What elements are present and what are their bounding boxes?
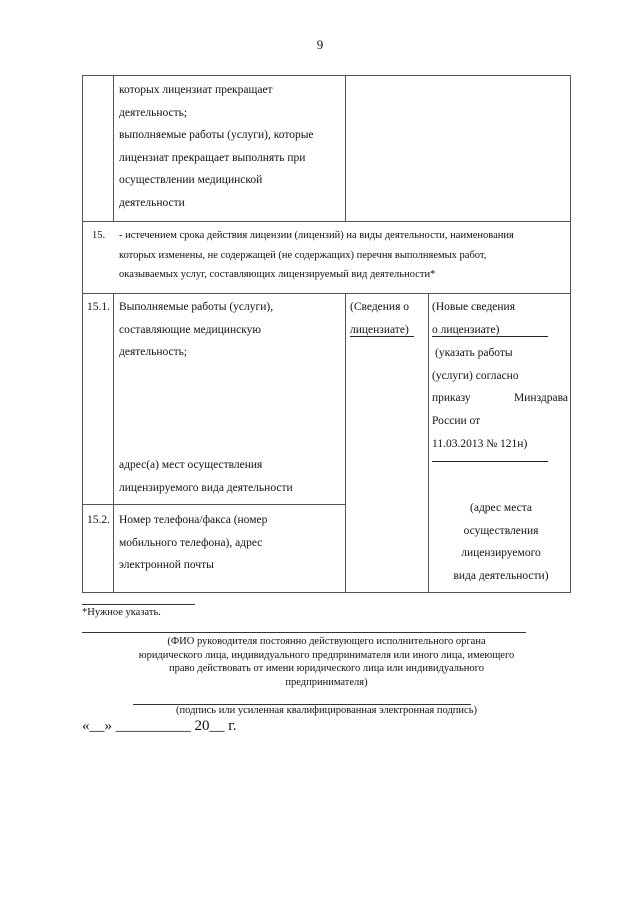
col-divider — [113, 76, 114, 221]
row-15-text — [119, 226, 514, 285]
top-row-content — [119, 79, 314, 215]
fio-signature-line — [82, 632, 526, 633]
text-line: составляющие медицинскую — [119, 323, 261, 336]
text-line: предпринимателя) — [285, 676, 368, 688]
text-line: лицензируемого вида деятельности — [119, 481, 293, 494]
col-divider — [345, 76, 346, 221]
page-number: 9 — [316, 37, 324, 52]
text-line: России от — [432, 414, 481, 427]
text-line: вида деятельности) — [453, 569, 549, 582]
license-table — [82, 75, 571, 593]
row-divider — [83, 504, 345, 505]
new-info-cell — [432, 296, 568, 462]
licensee-info-cell — [350, 296, 424, 337]
footnote-rule — [82, 604, 195, 605]
row-15-1-description — [119, 296, 273, 364]
row-divider — [83, 293, 570, 294]
text-line: мобильного телефона), адрес — [119, 536, 263, 549]
fio-caption — [82, 635, 571, 689]
text-line: электронной почты — [119, 559, 214, 572]
text-line: юридического лица, индивидуального предпринимателя или иного лица, имеющего — [138, 649, 515, 661]
row-15-1-number: 15.1. — [87, 301, 110, 313]
text-line: (адрес места — [470, 502, 532, 514]
row-15-2-number: 15.2. — [87, 514, 110, 526]
text-line: деятельности — [119, 196, 185, 209]
text-line: (Новые сведения — [432, 301, 515, 313]
text-line: оказываемых услуг, составляющих лицензируемый вид деятельности* — [119, 269, 436, 280]
text-word: приказу — [432, 392, 471, 405]
col-divider — [428, 293, 429, 592]
text-line: которых лицензиат прекращает — [119, 84, 273, 96]
text-line: Выполняемые работы (услуги), — [119, 301, 274, 313]
text-line: деятельность; — [119, 106, 188, 119]
text-line: (ФИО руководителя постоянно действующего исполнительного органа — [167, 636, 486, 647]
text-line: (указать работы — [435, 347, 513, 360]
text-line: лицензиат прекращает выполнять при — [119, 151, 306, 164]
row-15-number: 15. — [92, 230, 106, 241]
text-line: деятельность; — [119, 346, 188, 359]
text-line: 11.03.2013 № 121н) — [432, 437, 528, 450]
text-line: осуществления — [463, 524, 539, 537]
text-line: лицензируемого — [461, 547, 541, 560]
date-line: «__» __________ 20__ г. — [82, 718, 237, 734]
col-divider — [345, 293, 346, 592]
signature-caption: (подпись или усиленная квалифицированная электронная подпись) — [176, 705, 477, 716]
text-line: которых изменены, не содержащей (не содержащих) перечня выполняемых работ, — [119, 249, 487, 261]
text-word: Минздрава — [514, 392, 568, 405]
text-line: (Сведения о — [350, 301, 409, 313]
justified-line — [432, 387, 568, 410]
col-divider — [113, 293, 114, 592]
text-line: осуществлении медицинской — [119, 174, 263, 187]
fill-line — [432, 461, 548, 462]
text-line: выполняемые работы (услуги), которые — [119, 129, 314, 142]
text-line: - истечением срока действия лицензии (лицензий) на виды деятельности, наименования — [119, 230, 514, 241]
footnote: *Нужное указать. — [82, 607, 161, 618]
text-line: лицензиате) — [350, 323, 409, 336]
text-line: Номер телефона/факса (номер — [119, 514, 268, 526]
text-line: (услуги) согласно — [432, 369, 519, 382]
text-line: адрес(а) мест осуществления — [119, 459, 263, 471]
row-15-1-address — [119, 454, 293, 499]
text-line: о лицензиате) — [432, 323, 500, 336]
text-line: право действовать от имени юридического лица или индивидуального — [169, 663, 484, 674]
row-divider — [83, 221, 570, 222]
row-15-2-description — [119, 509, 267, 577]
address-caption-cell — [431, 497, 571, 587]
